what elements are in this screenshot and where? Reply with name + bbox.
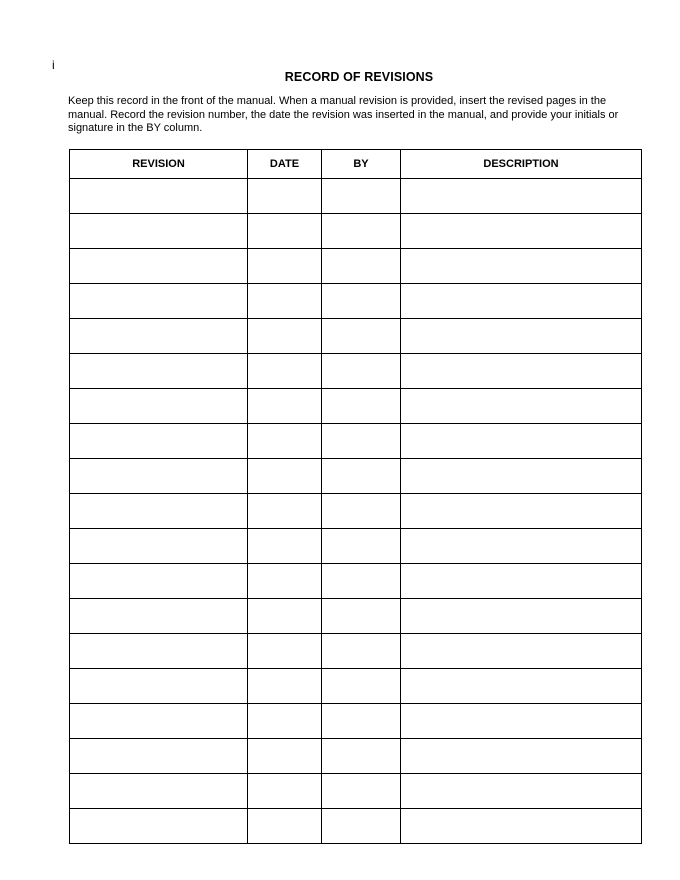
cell-date[interactable] [248,494,322,529]
revisions-table-body [70,179,642,844]
cell-by[interactable] [322,214,401,249]
cell-revision[interactable] [70,424,248,459]
cell-date[interactable] [248,564,322,599]
cell-description[interactable] [401,739,642,774]
cell-revision[interactable] [70,564,248,599]
cell-by[interactable] [322,529,401,564]
cell-by[interactable] [322,354,401,389]
cell-description[interactable] [401,459,642,494]
cell-revision[interactable] [70,809,248,844]
table-row [70,354,642,389]
cell-date[interactable] [248,669,322,704]
table-row [70,529,642,564]
cell-by[interactable] [322,704,401,739]
cell-description[interactable] [401,179,642,214]
cell-description[interactable] [401,809,642,844]
cell-date[interactable] [248,599,322,634]
cell-description[interactable] [401,389,642,424]
cell-date[interactable] [248,319,322,354]
cell-description[interactable] [401,704,642,739]
cell-date[interactable] [248,529,322,564]
cell-description[interactable] [401,214,642,249]
table-row [70,389,642,424]
cell-revision[interactable] [70,494,248,529]
table-row [70,739,642,774]
cell-revision[interactable] [70,459,248,494]
table-row [70,459,642,494]
column-header-by: BY [322,150,401,179]
table-row [70,774,642,809]
table-row [70,634,642,669]
table-row [70,809,642,844]
cell-date[interactable] [248,739,322,774]
cell-by[interactable] [322,669,401,704]
table-row [70,494,642,529]
revisions-table [69,149,642,844]
cell-description[interactable] [401,354,642,389]
cell-by[interactable] [322,739,401,774]
cell-by[interactable] [322,284,401,319]
cell-by[interactable] [322,424,401,459]
table-row [70,249,642,284]
cell-description[interactable] [401,774,642,809]
cell-revision[interactable] [70,354,248,389]
table-row [70,284,642,319]
cell-revision[interactable] [70,599,248,634]
cell-revision[interactable] [70,704,248,739]
cell-date[interactable] [248,249,322,284]
cell-revision[interactable] [70,319,248,354]
cell-description[interactable] [401,669,642,704]
cell-description[interactable] [401,529,642,564]
cell-by[interactable] [322,459,401,494]
cell-description[interactable] [401,319,642,354]
cell-revision[interactable] [70,739,248,774]
cell-description[interactable] [401,634,642,669]
instructions-paragraph: Keep this record in the front of the manual. When a manual revision is provided, insert the revised pages in the manual. Record the revision number, the date the revision was inserted in the manual, and provide your initials or signature in the BY column. [68,95,619,134]
cell-description[interactable] [401,424,642,459]
cell-by[interactable] [322,179,401,214]
cell-by[interactable] [322,249,401,284]
cell-by[interactable] [322,389,401,424]
cell-revision[interactable] [70,214,248,249]
table-row [70,704,642,739]
cell-date[interactable] [248,809,322,844]
cell-by[interactable] [322,634,401,669]
cell-by[interactable] [322,494,401,529]
cell-date[interactable] [248,424,322,459]
cell-revision[interactable] [70,774,248,809]
cell-revision[interactable] [70,284,248,319]
cell-date[interactable] [248,284,322,319]
cell-date[interactable] [248,354,322,389]
cell-by[interactable] [322,809,401,844]
cell-date[interactable] [248,704,322,739]
cell-description[interactable] [401,249,642,284]
cell-revision[interactable] [70,249,248,284]
cell-by[interactable] [322,774,401,809]
cell-date[interactable] [248,389,322,424]
table-header-row [70,150,642,179]
cell-by[interactable] [322,319,401,354]
cell-description[interactable] [401,494,642,529]
cell-description[interactable] [401,284,642,319]
cell-date[interactable] [248,774,322,809]
table-row [70,599,642,634]
table-row [70,424,642,459]
cell-revision[interactable] [70,529,248,564]
column-header-description: DESCRIPTION [401,150,642,179]
cell-date[interactable] [248,634,322,669]
table-row [70,214,642,249]
cell-revision[interactable] [70,389,248,424]
cell-description[interactable] [401,564,642,599]
cell-by[interactable] [322,599,401,634]
cell-revision[interactable] [70,669,248,704]
cell-description[interactable] [401,599,642,634]
cell-date[interactable] [248,459,322,494]
cell-revision[interactable] [70,634,248,669]
cell-by[interactable] [322,564,401,599]
table-row [70,179,642,214]
cell-revision[interactable] [70,179,248,214]
table-row [70,669,642,704]
cell-date[interactable] [248,179,322,214]
table-row [70,319,642,354]
page-title: RECORD OF REVISIONS [284,70,434,84]
cell-date[interactable] [248,214,322,249]
table-row [70,564,642,599]
column-header-revision: REVISION [70,150,248,179]
column-header-date: DATE [248,150,322,179]
page-number-marker: i [52,58,55,72]
